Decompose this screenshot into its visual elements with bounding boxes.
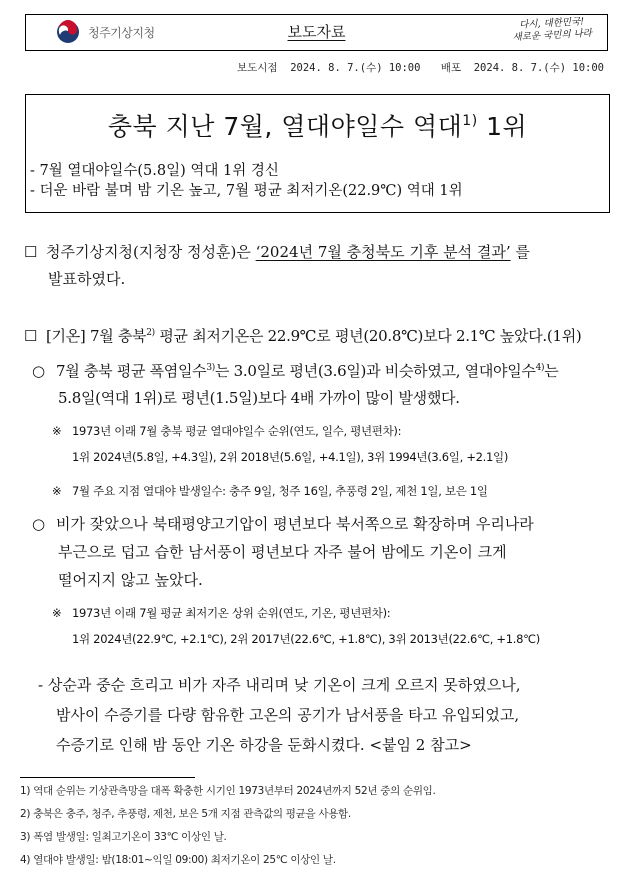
detail-paragraph: - 상순과 중순 흐리고 비가 자주 내리며 낮 기온이 크게 오르지 못하였으나, 밤사이 수증기를 다량 함유한 고온의 공기가 남서풍을 타고 유입되었고, 수증기로 인해 밤 동안 기온 하강을 둔화시켰다. <붙임 2 참고> [38,676,521,754]
subtitle-item: - 더운 바람 불며 밤 기온 높고, 7월 평균 최저기온(22.9℃) 역대 1위 [30,183,463,199]
circle-bullet-icon: ○ [32,362,45,380]
distribution-label: 배포 [440,62,462,74]
footnote-ref: 3) [206,363,215,373]
heat-paragraph: ○ 7월 충북 평균 폭염일수$^{3)}$는 3.0일로 평년(3.6일)과 비슷하였고, 열대야일수$^{4)}$는 5.8일(역대 1위)로 평년(1.5일)보다 4배 가까이 많이 발생했다. [32,355,558,412]
embargo-value: 2024. 8. 7.(수) 10:00 [290,62,421,74]
footnote-item: 4) 열대야 발생일: 밤(18:01~익일 09:00) 최저기온이 25℃ 이상인 날. [20,854,336,866]
headline-box [25,94,610,213]
circle-bullet-icon: ○ [32,515,46,533]
release-info [237,60,604,75]
intro-paragraph: ☐ 청주기상지청(지청장 정성훈)은 ‘2024년 7월 충청북도 기후 분석 결과’ 를 발표하였다. [24,239,530,293]
document-type: 보도자료 [287,23,346,41]
footnote-separator [20,777,195,778]
reference-mark-icon: ※ [52,606,62,620]
station-tropical-night-note: ※ 7월 주요 지점 열대야 발생일수: 충주 9일, 청주 16일, 추풍령 2일, 제천 1일, 보은 1일 [52,478,488,504]
footnote-item: 2) 충북은 충주, 청주, 추풍령, 제천, 보은 5개 지점 관측값의 평균을 사용함. [20,808,351,820]
agency-name: 청주기상지청 [88,26,155,40]
page-title: 충북 지난 7월, 열대야일수 역대$^{1)}$ 1위 [107,112,528,141]
footnote-ref: 4) [535,363,545,373]
report-title-link: ‘2024년 7월 충청북도 기후 분석 결과’ [255,243,511,261]
subtitle-list [30,161,463,201]
reference-mark-icon: ※ [52,424,62,438]
footnotes [20,780,436,872]
header-box [25,14,608,51]
slogan: 다시, 대한민국! 새로운 국민의 나라 [512,16,593,44]
footnote-item: 1) 역대 순위는 기상관측망을 대폭 확충한 시기인 1973년부터 2024년까지 52년 중의 순위임. [20,785,436,797]
square-bullet-icon: ☐ [24,327,38,345]
subtitle-item: - 7월 열대야일수(5.8일) 역대 1위 경신 [30,163,279,179]
cause-paragraph: ○ 비가 잦았으나 북태평양고기압이 평년보다 북서쪽으로 확장하며 우리나라 부근으로 덥고 습한 남서풍이 평년보다 자주 불어 밤에도 기온이 크게 떨어지지 않고 높았다. [32,510,534,594]
tropical-night-ranking-note: ※ 1973년 이래 7월 충북 평균 열대야일수 순위(연도, 일수, 평년편차): 1위 2024년(5.8일, +4.3일), 2위 2018년(5.6일, +4.1일), 3위 1994년(3.6일, +2.1일) [52,418,508,470]
footnote-ref: 2) [146,328,155,338]
footnote-item: 3) 폭염 발생일: 일최고기온이 33℃ 이상인 날. [20,831,227,843]
square-bullet-icon: ☐ [24,243,38,261]
temperature-paragraph: ☐ [기온] 7월 충북$^{2)}$ 평균 최저기온은 22.9℃로 평년(20.8℃)보다 2.1℃ 높았다.(1위) [24,320,581,350]
distribution-value: 2024. 8. 7.(수) 10:00 [473,62,604,74]
min-temp-ranking-note: ※ 1973년 이래 7월 평균 최저기온 상위 순위(연도, 기온, 평년편차): 1위 2024년(22.9℃, +2.1℃), 2위 2017년(22.6℃, +1.8℃), 3위 2013년(22.6℃, +1.8℃) [52,600,540,652]
reference-mark-icon: ※ [52,484,62,498]
embargo-label: 보도시점 [236,62,278,74]
